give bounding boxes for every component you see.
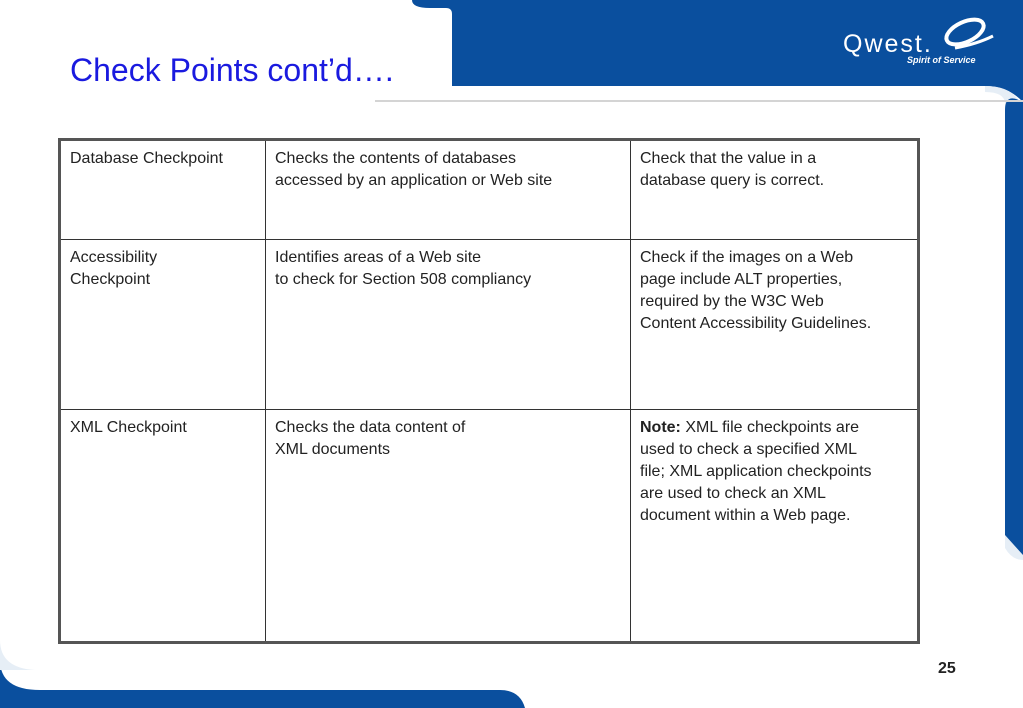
example-text: Check if the images on a Web page include ALT properties, required by the W3C Web Content Accessibility Guidelines. <box>640 249 872 332</box>
page-number: 25 <box>938 660 956 677</box>
example-text: Check that the value in a database query is correct. <box>640 150 825 189</box>
footer-light-band <box>0 640 35 670</box>
footer-band <box>0 660 525 708</box>
right-side-strip <box>1005 98 1023 555</box>
table-row <box>60 240 919 410</box>
checkpoint-name: Accessibility Checkpoint <box>60 240 266 410</box>
checkpoint-example <box>631 240 919 410</box>
note-label: Note: <box>640 419 681 436</box>
logo-wordmark: Qwest. <box>843 30 933 58</box>
table-row <box>60 140 919 240</box>
checkpoint-name: Database Checkpoint <box>60 140 266 240</box>
checkpoint-name: XML Checkpoint <box>60 410 266 643</box>
example-text: XML file checkpoints are used to check a specified XML file; XML application checkpoints are used to check an XML document within a Web page. <box>640 419 872 524</box>
qwest-logo <box>843 14 1003 74</box>
checkpoint-example <box>631 140 919 240</box>
checkpoint-description: Checks the data content of XML documents <box>266 410 631 643</box>
checkpoint-example <box>631 410 919 643</box>
logo-tagline: Spirit of Service <box>907 55 976 65</box>
checkpoint-description: Identifies areas of a Web site to check for Section 508 compliancy <box>266 240 631 410</box>
slide-title: Check Points cont’d…. <box>70 52 394 88</box>
table-row <box>60 410 919 643</box>
qwest-swoosh-icon <box>935 14 995 54</box>
checkpoint-table <box>58 138 920 644</box>
title-divider <box>375 100 1023 102</box>
checkpoint-description: Checks the contents of databases accessed by an application or Web site <box>266 140 631 240</box>
